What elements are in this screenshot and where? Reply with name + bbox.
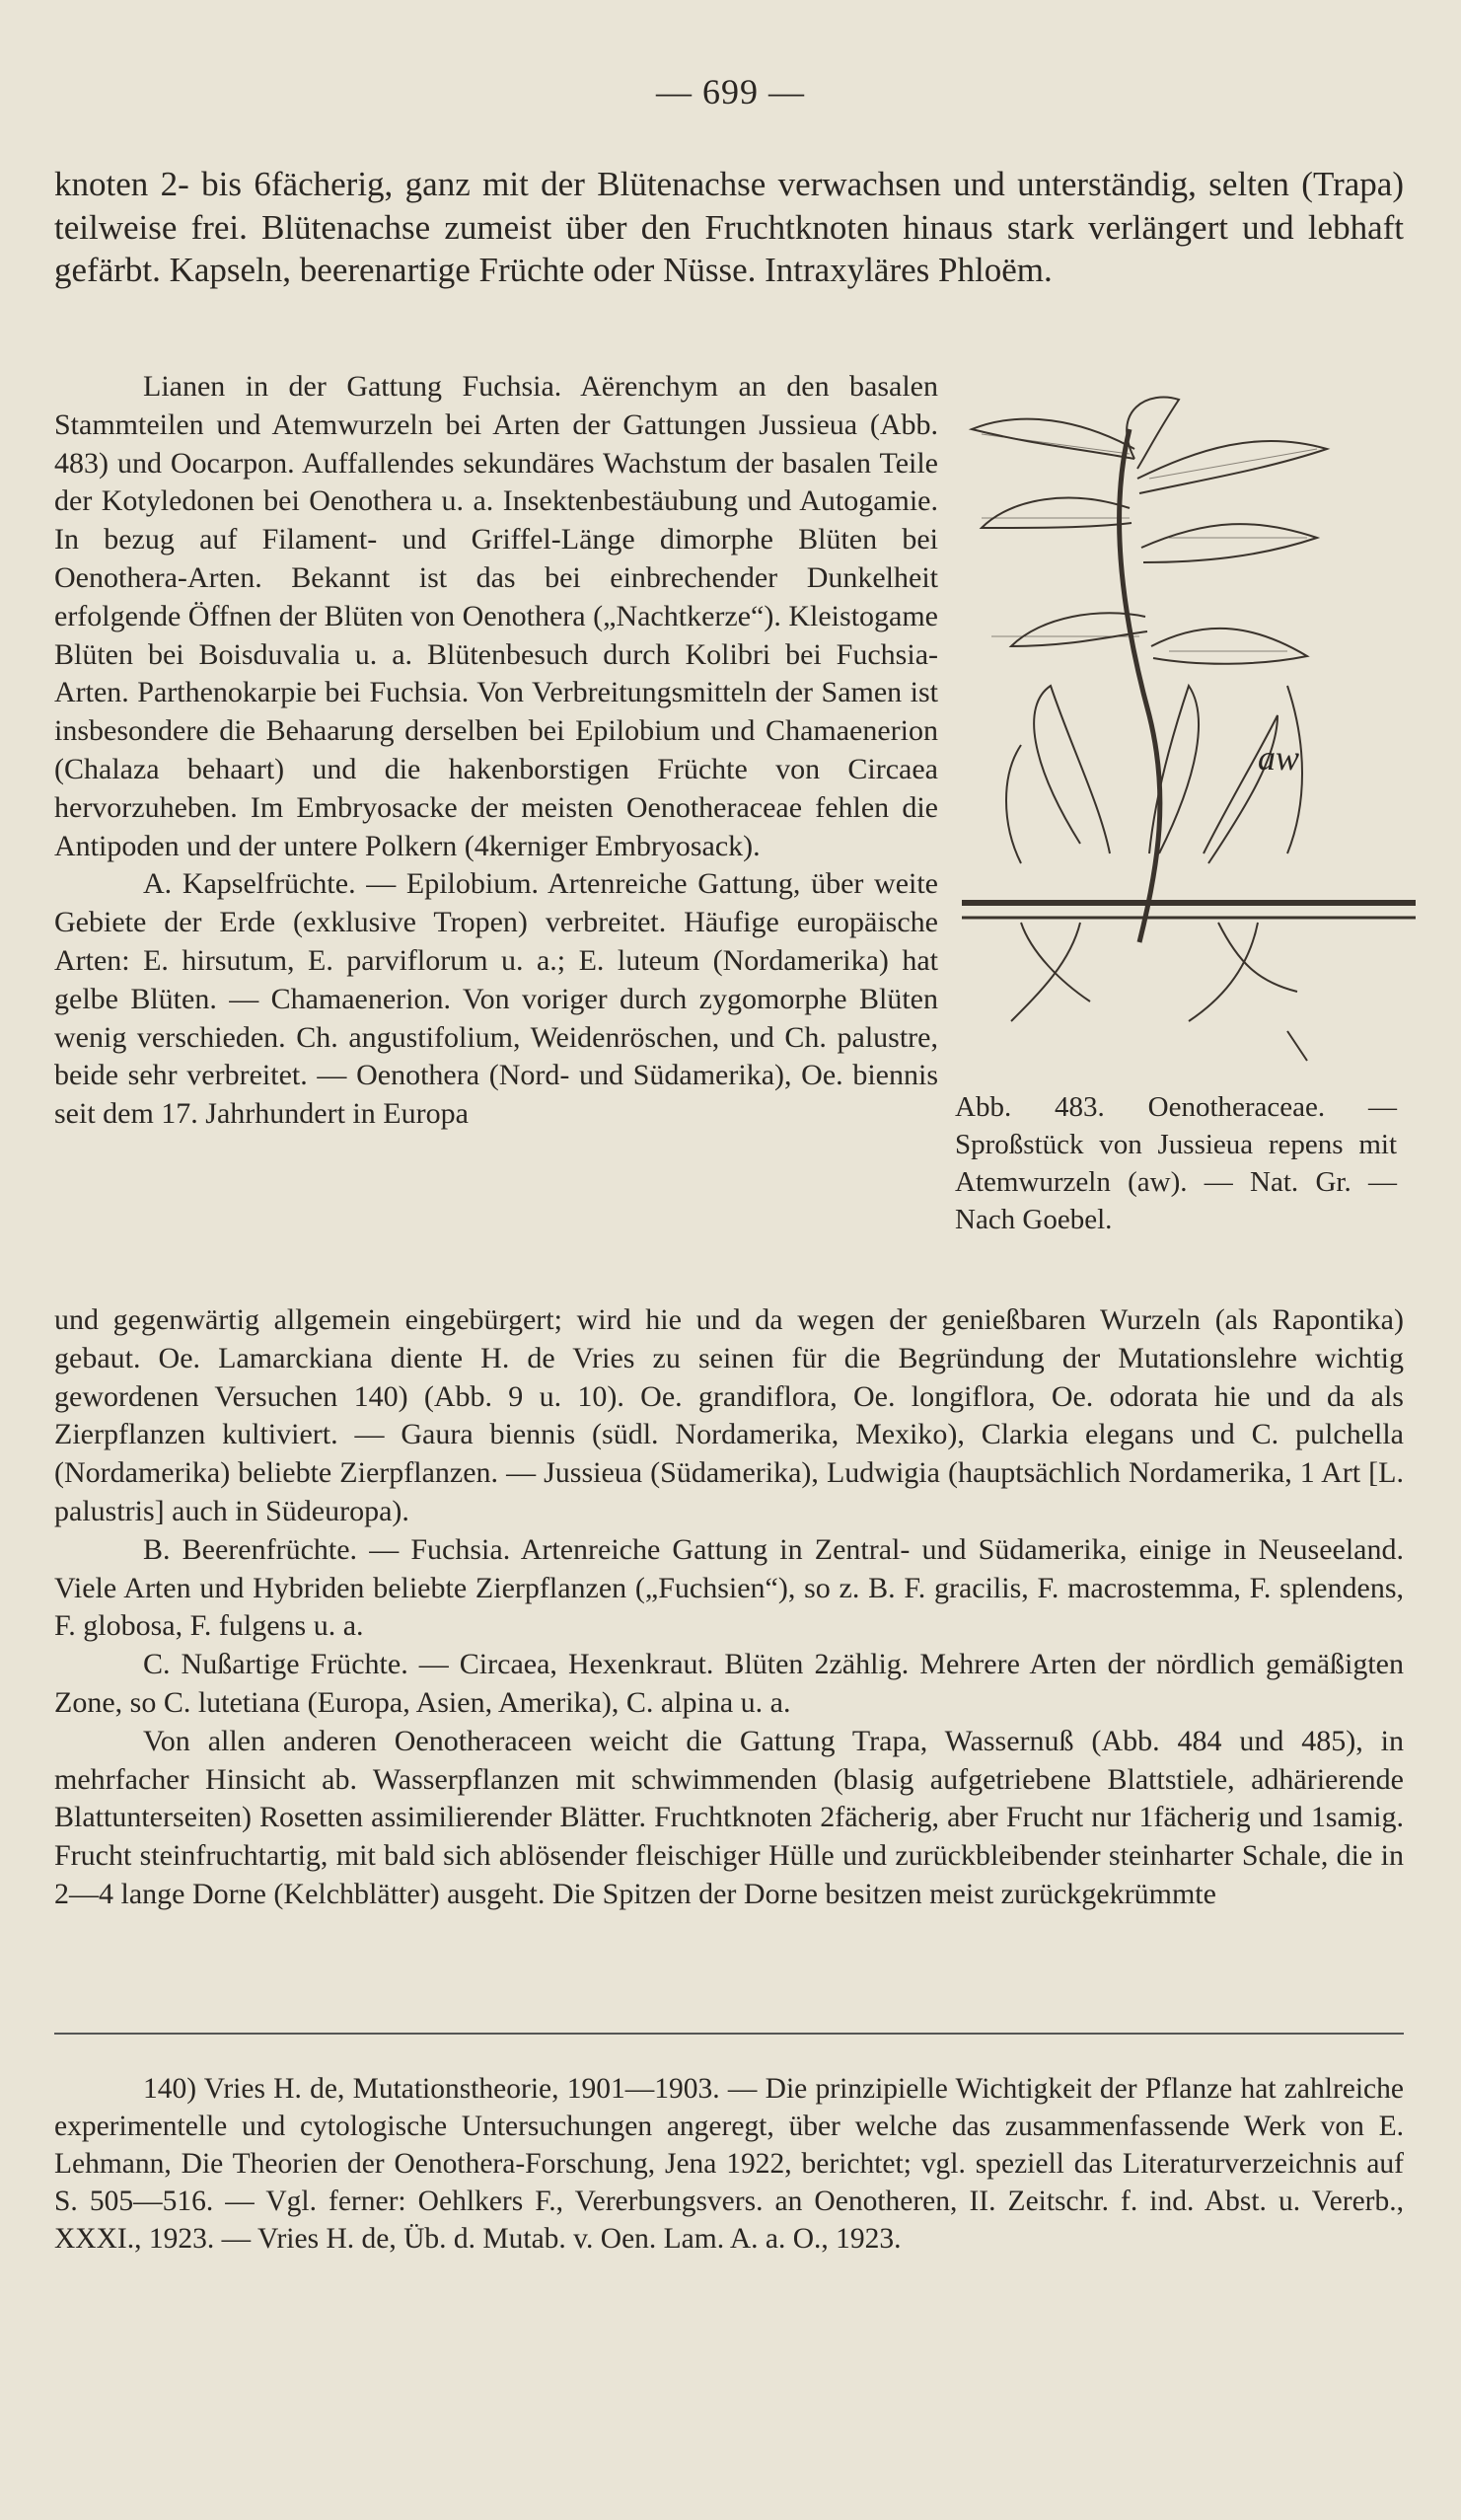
paragraph-kapselfruechte: A. Kapselfrüchte. — Epilobium. Artenreiche Gattung, über weite Gebiete der Erde (exklusive Tropen) verbreitet. Häufige europäische Arten: E. hirsutum, E. parviflorum u. a.; E. luteum (Nordamerika) hat gelbe Blüten. — Chamaenerion. Von voriger durch zygomorphe Blüten wenig verschieden. Ch. angustifolium, Weidenröschen, und Ch. palustre, beide sehr verbreitet. — Oenothera (Nord- und Südamerika), Oe. biennis seit dem 17. Jahrhundert in Europa bbox=[54, 867, 938, 1131]
footnote-140: 140) Vries H. de, Mutationstheorie, 1901—1903. — Die prinzipielle Wichtigkeit der Pflanze hat zahlreiche experimentelle und cytologische Untersuchungen angeregt, über welche das zusammenfassende Werk von E. Lehmann, Die Theorien der Oenothera-Forschung, Jena 1922, berichtet; vgl. speziell das Literaturverzeichnis auf S. 505—516. — Vgl. ferner: Oehlkers F., Vererbungsvers. an Oenotheren, II. Zeitschr. f. ind. Abst. u. Vererb., XXXI., 1923. — Vries H. de, Üb. d. Mutab. v. Oen. Lam. A. a. O., 1923. bbox=[54, 2073, 1404, 2255]
figure-caption: Abb. 483. Oenotheraceae. — Sproßstück von Jussieua repens mit Atemwurzeln (aw). — Nat. Gr. — Nach Goebel. bbox=[955, 1091, 1397, 1235]
text-column bbox=[54, 368, 938, 1134]
full-width-text bbox=[54, 1301, 1404, 1914]
footnote-divider bbox=[54, 2033, 1404, 2035]
page-number: — 699 — bbox=[656, 72, 805, 111]
paragraph-beerenfruechte: B. Beerenfrüchte. — Fuchsia. Artenreiche Gattung in Zentral- und Südamerika, einige in Neuseeland. Viele Arten und Hybriden beliebte Zierpflanzen („Fuchsien“), so z. B. F. gracilis, F. macrostemma, F. splendens, F. globosa, F. fulgens u. a. bbox=[54, 1532, 1404, 1643]
paragraph-nussartige: C. Nußartige Früchte. — Circaea, Hexenkraut. Blüten 2zählig. Mehrere Arten der nördlich gemäßigten Zone, so C. lutetiana (Europa, Asien, Amerika), C. alpina u. a. bbox=[54, 1648, 1404, 1719]
paragraph-oenothera-cont: und gegenwärtig allgemein eingebürgert; wird hie und da wegen der genießbaren Wurzeln (als Rapontika) gebaut. Oe. Lamarckiana diente H. de Vries zu seinen für die Begründung der Mutationslehre wichtig gewordenen Versuchen 140) (Abb. 9 u. 10). Oe. grandiflora, Oe. longiflora, Oe. odorata hie und da als Zierpflanzen kultiviert. — Gaura biennis (südl. Nordamerika, Mexiko), Clarkia elegans und C. pulchella (Nordamerika) beliebte Zierpflanzen. — Jussieua (Südamerika), Ludwigia (hauptsächlich Nordamerika, 1 Art [L. palustris] auch in Südeuropa). bbox=[54, 1303, 1404, 1527]
figure-label-aw: aw bbox=[1258, 738, 1300, 778]
plant-illustration bbox=[962, 390, 1425, 1075]
lead-paragraph: knoten 2- bis 6fächerig, ganz mit der Blütenachse verwachsen und unterständig, selten (Trapa) teilweise frei. Blütenachse zumeist über den Fruchtknoten hinaus stark verlängert und lebhaft gefärbt. Kapseln, beerenartige Früchte oder Nüsse. Intraxyläres Phloëm. bbox=[54, 165, 1404, 289]
footnote bbox=[54, 2070, 1404, 2258]
paragraph-lianen: Lianen in der Gattung Fuchsia. Aërenchym an den basalen Stammteilen und Atemwurzeln bei Arten der Gattungen Jussieua (Abb. 483) und Oocarpon. Auffallendes sekundäres Wachstum der basalen Teile der Kotyledonen bei Oenothera u. a. Insektenbestäubung und Autogamie. In bezug auf Filament- und Griffel-Länge dimorphe Blüten bei Oenothera-Arten. Bekannt ist das bei einbrechender Dunkelheit erfolgende Öffnen der Blüten von Oenothera („Nachtkerze“). Kleistogame Blüten bei Boisduvalia u. a. Blütenbesuch durch Kolibri bei Fuchsia-Arten. Parthenokarpie bei Fuchsia. Von Verbreitungsmitteln der Samen ist insbesondere die Behaarung derselben bei Epilobium und Chamaenerion (Chalaza behaart) und die hakenborstigen Früchte von Circaea hervorzuheben. Im Embryosacke der meisten Oenotheraceae fehlen die Antipoden und der untere Polkern (4kerniger Embryosack). bbox=[54, 370, 938, 862]
paragraph-trapa: Von allen anderen Oenotheraceen weicht die Gattung Trapa, Wassernuß (Abb. 484 und 485), in mehrfacher Hinsicht ab. Wasserpflanzen mit schwimmenden (blasig aufgetriebene Blattstiele, adhärierende Blattunterseiten) Rosetten assimilierender Blätter. Fruchtknoten 2fächerig, aber Frucht nur 1fächerig und 1samig. Frucht steinfruchtartig, mit bald sich ablösender fleischiger Hülle und zurückbleibender steinharter Schale, die in 2—4 lange Dorne (Kelchblätter) ausgeht. Die Spitzen der Dorne besitzen meist zurückgekrümmte bbox=[54, 1724, 1404, 1910]
